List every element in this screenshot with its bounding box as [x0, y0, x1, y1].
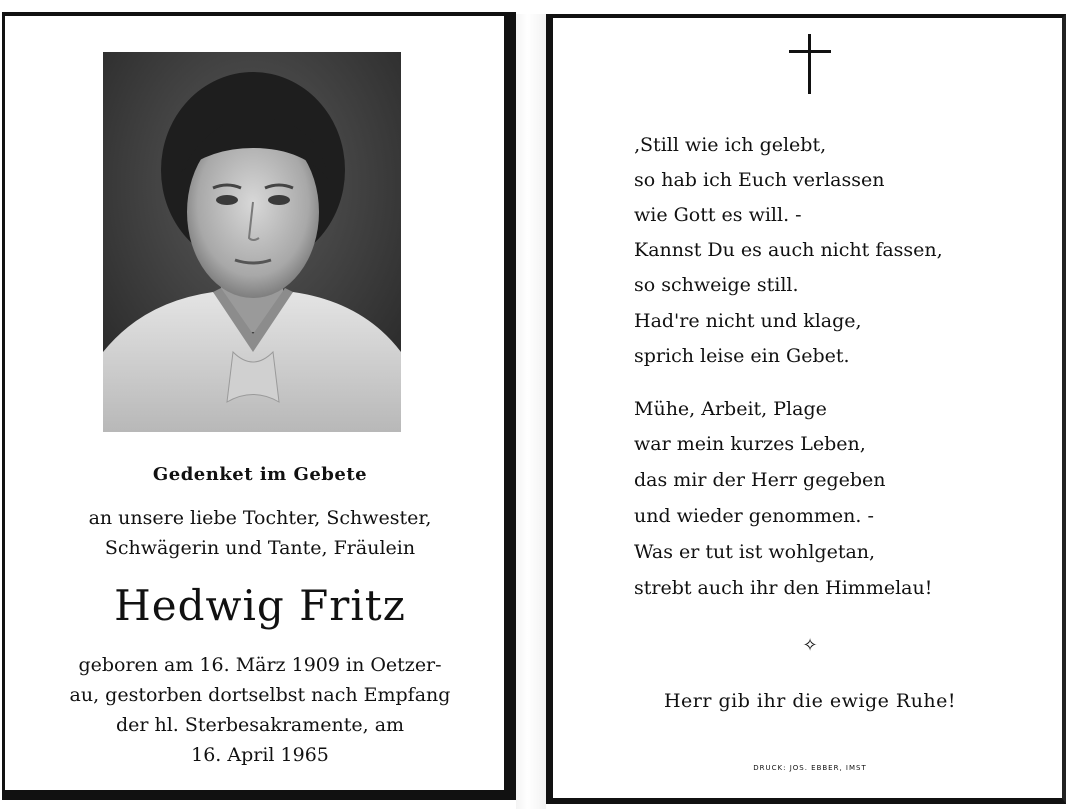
closing-prayer: Herr gib ihr die ewige Ruhe!	[663, 690, 957, 712]
portrait-image	[103, 52, 401, 432]
poem-line: strebt auch ihr den Himmelau!	[634, 577, 933, 599]
poem-line: und wieder genommen. -	[634, 505, 874, 527]
life-details-line-4: 16. April 1965	[191, 744, 329, 766]
poem-line: das mir der Herr gegeben	[634, 469, 886, 491]
poem-line: wie Gott es will. -	[634, 204, 802, 226]
poem-line: Was er tut ist wohlgetan,	[634, 541, 876, 563]
poem-line: war mein kurzes Leben,	[634, 433, 866, 455]
poem-line: Kannst Du es auch nicht fassen,	[634, 239, 943, 261]
poem-line: sprich leise ein Gebet.	[634, 345, 850, 367]
portrait-photo	[103, 52, 401, 432]
poem-line: so schweige still.	[634, 274, 799, 296]
dedication-line-1: an unsere liebe Tochter, Schwester,	[88, 507, 432, 529]
life-details-line-1: geboren am 16. März 1909 in Oetzer-	[78, 654, 442, 676]
poem-line: Mühe, Arbeit, Plage	[634, 398, 827, 420]
scan-gap	[516, 14, 546, 809]
ornament-divider: ✧	[802, 635, 818, 656]
deceased-name: Hedwig Fritz	[114, 581, 406, 630]
cross-icon	[788, 34, 832, 94]
poem-line: ‚Still wie ich gelebt,	[634, 134, 827, 156]
poem-line: Had're nicht und klage,	[634, 310, 862, 332]
life-details-line-2: au, gestorben dortselbst nach Empfang	[69, 684, 451, 706]
printer-imprint: DRUCK: JOS. EBBER, IMST	[753, 764, 867, 772]
life-details-line-3: der hl. Sterbesakramente, am	[115, 714, 405, 736]
dedication-line-2: Schwägerin und Tante, Fräulein	[104, 537, 416, 559]
memorial-heading: Gedenket im Gebete	[152, 464, 368, 485]
poem-line: so hab ich Euch verlassen	[634, 169, 885, 191]
